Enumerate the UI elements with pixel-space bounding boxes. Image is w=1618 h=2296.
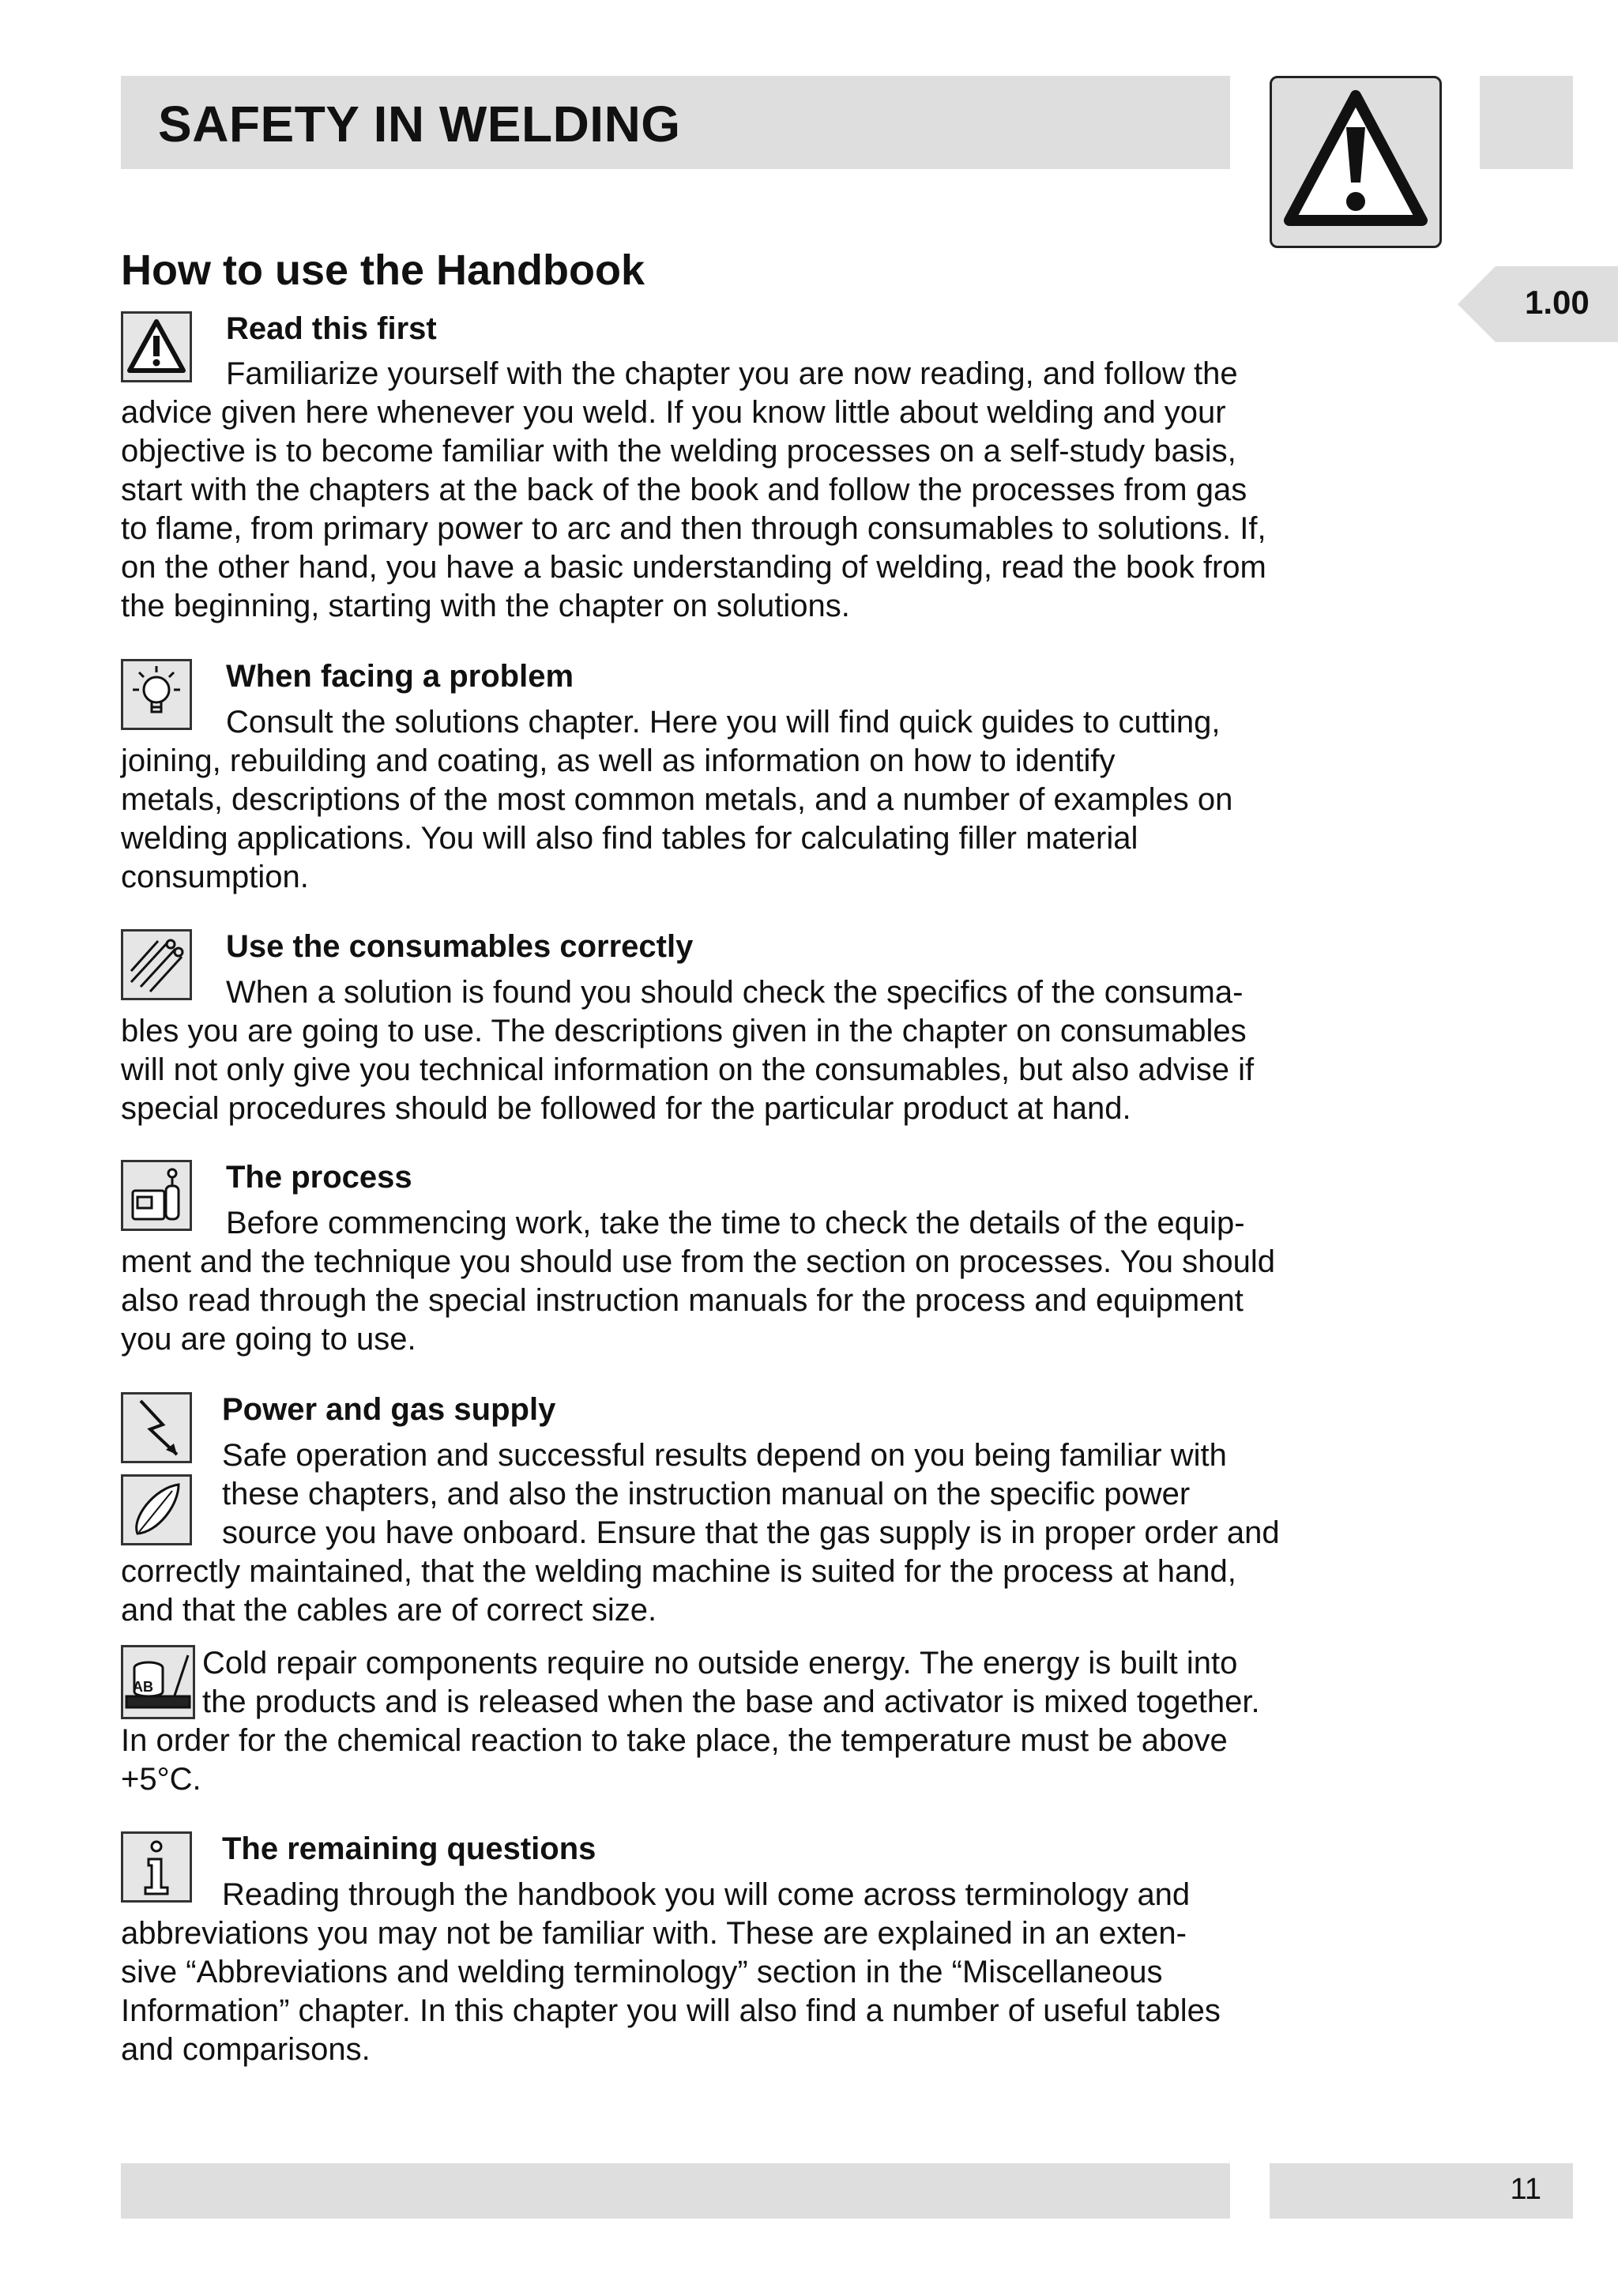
section-heading-read-this-first: Read this first xyxy=(226,311,437,346)
consumables-electrodes-icon xyxy=(121,929,192,1000)
page-header-title: SAFETY IN WELDING xyxy=(158,96,681,152)
information-icon xyxy=(121,1831,192,1903)
section-first-line: When a solution is found you should check the specifics of the consuma- xyxy=(226,975,1244,1010)
page-number: 11 xyxy=(1510,2173,1541,2206)
section-heading-the-process: The process xyxy=(226,1160,412,1195)
section-heading-the-remaining-questions: The remaining questions xyxy=(222,1831,596,1866)
section-body: ment and the technique you should use from the section on processes. You should also read through the special instruction manuals for the process and equipment you are going to use. xyxy=(121,1244,1275,1357)
section-body: bles you are going to use. The descriptions given in the chapter on consumables will not only give you technical information on the consumables, but also advise if special procedures should be followed for the particular product at hand. xyxy=(121,1014,1255,1126)
section-body: joining, rebuilding and coating, as well as information on how to identify metals, descriptions of the most common metals, and a number of examples on welding applications. You will also find tables for calculating filler material consumption. xyxy=(121,743,1233,894)
section-title: How to use the Handbook xyxy=(121,247,645,294)
chapter-tab xyxy=(1458,266,1618,342)
section-heading-when-facing-a-problem: When facing a problem xyxy=(226,659,574,694)
section-first-lines: Cold repair components require no outside energy. The energy is built into the products and is released when the base and activator is mixed together. xyxy=(202,1646,1260,1719)
section-heading-use-the-consumables-correctly: Use the consumables correctly xyxy=(226,929,694,964)
section-first-line: Before commencing work, take the time to check the details of the equip- xyxy=(226,1206,1245,1240)
section-body: In order for the chemical reaction to take place, the temperature must be above +5°C. xyxy=(121,1723,1228,1797)
lightning-bolt-icon xyxy=(121,1392,192,1463)
gas-flame-icon xyxy=(121,1474,192,1545)
chapter-number: 1.00 xyxy=(1525,284,1590,321)
section-first-line: Familiarize yourself with the chapter you are now reading, and follow the xyxy=(226,356,1238,391)
page-number-box xyxy=(1270,2163,1573,2219)
cold-repair-ab-icon xyxy=(121,1645,195,1719)
section-body: advice given here whenever you weld. If you know little about welding and your objective is to become familiar with the welding processes on a self-study basis, start with the chapters at the back of the book and follow the processes from gas to flame, from primary power to arc and then through consumables to solutions. If, on the other hand, you have a basic understanding of welding, read the book from the beginning, starting with the chapter on solutions. xyxy=(121,395,1266,623)
section-heading-power-and-gas-supply: Power and gas supply xyxy=(222,1392,556,1427)
footer-bar xyxy=(121,2163,1230,2219)
section-body: correctly maintained, that the welding machine is suited for the process at hand, and that the cables are of correct size. xyxy=(121,1554,1236,1628)
corner-block xyxy=(1480,76,1573,169)
exclamation-triangle-icon xyxy=(1270,76,1442,248)
process-equipment-icon xyxy=(121,1160,192,1231)
section-first-lines: Safe operation and successful results depend on you being familiar with these chapters, and also the instruction manual on the specific power source you have onboard. Ensure that the gas supply is in proper order and xyxy=(222,1438,1280,1550)
svg-text:AB: AB xyxy=(133,1679,153,1695)
section-body: abbreviations you may not be familiar with. These are explained in an exten- sive “Abbreviations and welding terminology” section in the “Miscellaneous Information” chapter. In this chapter you will also find a number of useful tables and comparisons. xyxy=(121,1916,1221,2067)
warning-triangle-icon xyxy=(121,311,192,382)
light-bulb-icon xyxy=(121,659,192,730)
section-first-line: Reading through the handbook you will come across terminology and xyxy=(222,1877,1191,1912)
section-first-line: Consult the solutions chapter. Here you will find quick guides to cutting, xyxy=(226,705,1221,740)
